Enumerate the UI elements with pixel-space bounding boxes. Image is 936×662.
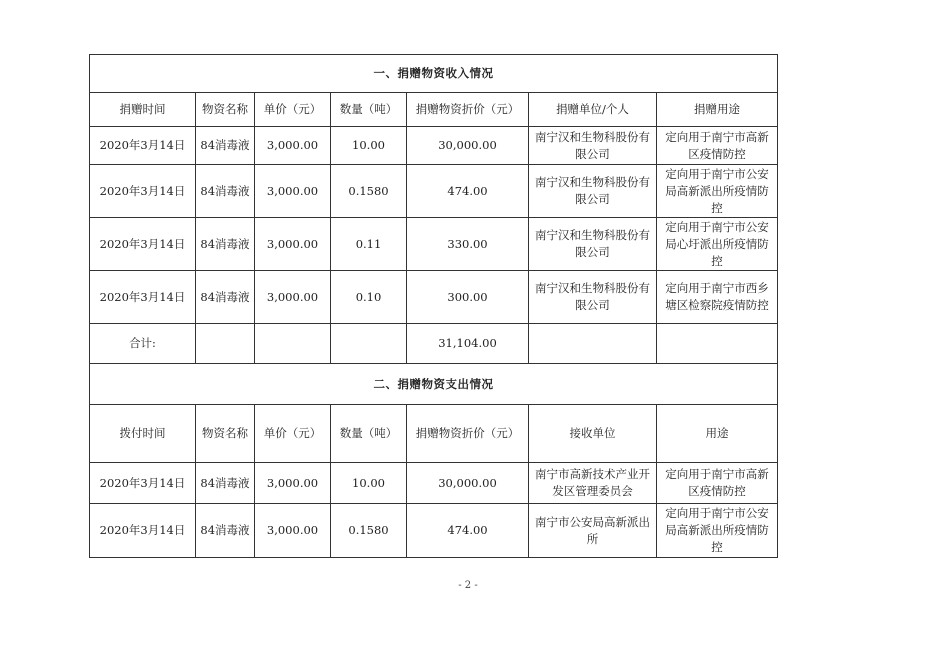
empty-cell bbox=[255, 324, 331, 364]
table-row bbox=[90, 463, 778, 504]
empty-cell bbox=[331, 324, 407, 364]
section-title-row bbox=[90, 364, 778, 405]
income-section-title: 一、捐赠物资收入情况 bbox=[90, 55, 778, 93]
price-cell: 3,000.00 bbox=[255, 165, 331, 218]
amount-cell: 330.00 bbox=[407, 218, 529, 271]
donor-cell: 南宁汉和生物科股份有限公司 bbox=[529, 127, 657, 165]
material-cell: 84消毒液 bbox=[196, 165, 255, 218]
purpose-cell: 定向用于南宁市高新区疫情防控 bbox=[657, 127, 778, 165]
purpose-cell: 定向用于南宁市公安局高新派出所疫情防控 bbox=[657, 165, 778, 218]
date-cell: 2020年3月14日 bbox=[90, 127, 196, 165]
table-row bbox=[90, 127, 778, 165]
total-label: 合计: bbox=[90, 324, 196, 364]
quantity-cell: 0.11 bbox=[331, 218, 407, 271]
receiver-cell: 南宁市公安局高新派出所 bbox=[529, 504, 657, 558]
material-cell: 84消毒液 bbox=[196, 504, 255, 558]
header-material: 物资名称 bbox=[196, 93, 255, 127]
quantity-cell: 10.00 bbox=[331, 127, 407, 165]
header-quantity: 数量（吨） bbox=[331, 93, 407, 127]
price-cell: 3,000.00 bbox=[255, 127, 331, 165]
material-cell: 84消毒液 bbox=[196, 463, 255, 504]
donation-table bbox=[89, 54, 778, 558]
header-quantity: 数量（吨） bbox=[331, 405, 407, 463]
purpose-cell: 定向用于南宁市高新区疫情防控 bbox=[657, 463, 778, 504]
material-cell: 84消毒液 bbox=[196, 127, 255, 165]
empty-cell bbox=[196, 324, 255, 364]
empty-cell bbox=[657, 324, 778, 364]
purpose-cell: 定向用于南宁市公安局心圩派出所疫情防控 bbox=[657, 218, 778, 271]
date-cell: 2020年3月14日 bbox=[90, 271, 196, 324]
receiver-cell: 南宁市高新技术产业开发区管理委员会 bbox=[529, 463, 657, 504]
donor-cell: 南宁汉和生物科股份有限公司 bbox=[529, 165, 657, 218]
header-price: 单价（元） bbox=[255, 405, 331, 463]
header-purpose: 用途 bbox=[657, 405, 778, 463]
amount-cell: 474.00 bbox=[407, 165, 529, 218]
price-cell: 3,000.00 bbox=[255, 218, 331, 271]
header-donor: 捐赠单位/个人 bbox=[529, 93, 657, 127]
date-cell: 2020年3月14日 bbox=[90, 165, 196, 218]
quantity-cell: 0.10 bbox=[331, 271, 407, 324]
header-date: 拨付时间 bbox=[90, 405, 196, 463]
quantity-cell: 10.00 bbox=[331, 463, 407, 504]
purpose-cell: 定向用于南宁市西乡塘区检察院疫情防控 bbox=[657, 271, 778, 324]
header-price: 单价（元） bbox=[255, 93, 331, 127]
page-number: - 2 - bbox=[458, 580, 478, 591]
table-row bbox=[90, 165, 778, 218]
material-cell: 84消毒液 bbox=[196, 218, 255, 271]
price-cell: 3,000.00 bbox=[255, 463, 331, 504]
table-row bbox=[90, 504, 778, 558]
date-cell: 2020年3月14日 bbox=[90, 463, 196, 504]
header-amount: 捐赠物资折价（元） bbox=[407, 405, 529, 463]
header-purpose: 捐赠用途 bbox=[657, 93, 778, 127]
amount-cell: 30,000.00 bbox=[407, 463, 529, 504]
date-cell: 2020年3月14日 bbox=[90, 218, 196, 271]
expense-section-title: 二、捐赠物资支出情况 bbox=[90, 364, 778, 405]
date-cell: 2020年3月14日 bbox=[90, 504, 196, 558]
amount-cell: 474.00 bbox=[407, 504, 529, 558]
header-date: 捐赠时间 bbox=[90, 93, 196, 127]
total-amount: 31,104.00 bbox=[407, 324, 529, 364]
quantity-cell: 0.1580 bbox=[331, 504, 407, 558]
header-material: 物资名称 bbox=[196, 405, 255, 463]
amount-cell: 300.00 bbox=[407, 271, 529, 324]
total-row bbox=[90, 324, 778, 364]
purpose-cell: 定向用于南宁市公安局高新派出所疫情防控 bbox=[657, 504, 778, 558]
header-amount: 捐赠物资折价（元） bbox=[407, 93, 529, 127]
income-header-row bbox=[90, 93, 778, 127]
donor-cell: 南宁汉和生物科股份有限公司 bbox=[529, 271, 657, 324]
price-cell: 3,000.00 bbox=[255, 504, 331, 558]
expense-header-row bbox=[90, 405, 778, 463]
table-row bbox=[90, 218, 778, 271]
header-receiver: 接收单位 bbox=[529, 405, 657, 463]
empty-cell bbox=[529, 324, 657, 364]
price-cell: 3,000.00 bbox=[255, 271, 331, 324]
material-cell: 84消毒液 bbox=[196, 271, 255, 324]
donor-cell: 南宁汉和生物科股份有限公司 bbox=[529, 218, 657, 271]
table-row bbox=[90, 271, 778, 324]
section-title-row bbox=[90, 55, 778, 93]
quantity-cell: 0.1580 bbox=[331, 165, 407, 218]
amount-cell: 30,000.00 bbox=[407, 127, 529, 165]
